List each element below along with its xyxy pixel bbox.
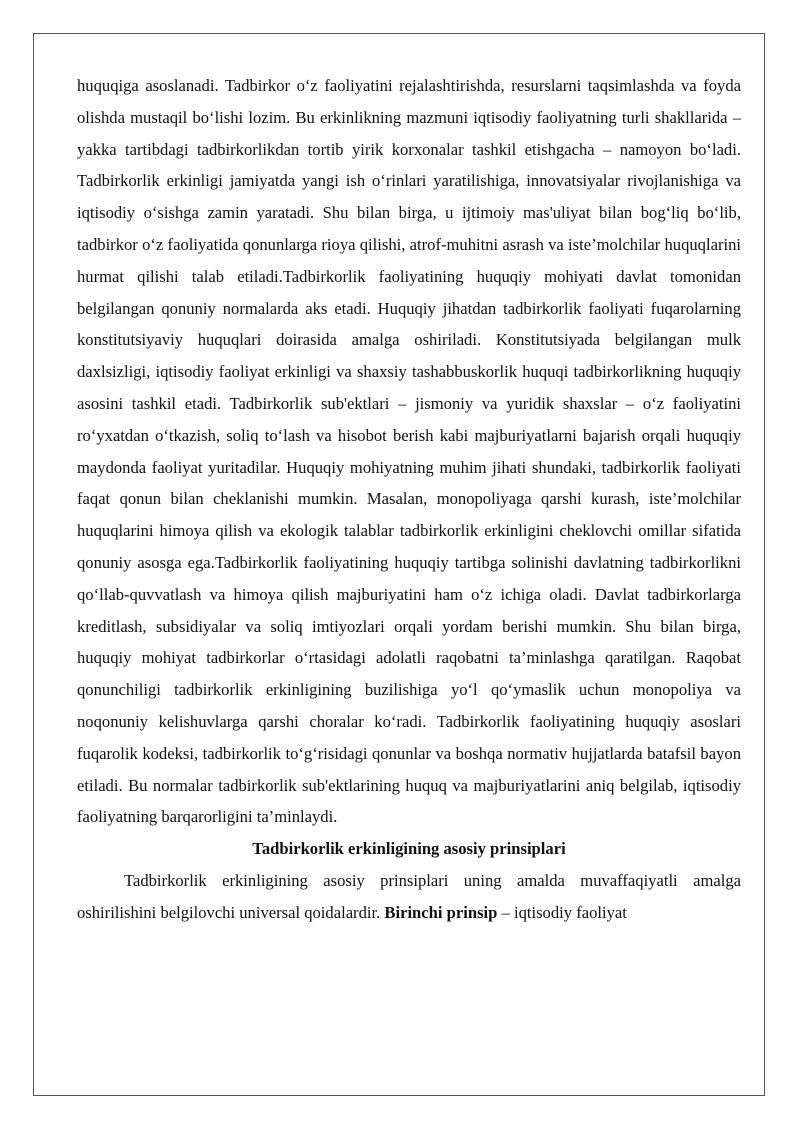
body-paragraph: huquqiga asoslanadi. Tadbirkor o‘z faoliyatini rejalashtirishda, resurslarni taqsimlashda va foyda olishda mustaqil bo‘lishi lozim. Bu erkinlikning mazmuni iqtisodiy faoliyatning turli shakllarida – yakka tartibdagi tadbirkorlikdan tortib yirik korxonalar tashkil etishgacha – namoyon bo‘ladi. Tadbirkorlik erkinligi jamiyatda yangi ish o‘rinlari yaratilishiga, innovatsiyalar rivojlanishiga va iqtisodiy o‘sishga zamin yaratadi. Shu bilan birga, u ijtimoiy mas'uliyat bilan bog‘liq bo‘lib, tadbirkor o‘z faoliyatida qonunlarga rioya qilishi, atrof-muhitni asrash va iste’molchilar huquqlarini hurmat qilishi talab etiladi.Tadbirkorlik faoliyatining huquqiy mohiyati davlat tomonidan belgilangan qonuniy normalarda aks etadi. Huquqiy jihatdan tadbirkorlik faoliyati fuqarolarning konstitutsiyaviy huquqlari doirasida amalga oshiriladi. Konstitutsiyada belgilangan mulk daxlsizligi, iqtisodiy faoliyat erkinligi va shaxsiy tashabbuskorlik huquqi tadbirkorlikning huquqiy asosini tashkil etadi. Tadbirkorlik sub'ektlari – jismoniy va yuridik shaxslar – o‘z faoliyatini ro‘yxatdan o‘tkazish, soliq to‘lash va hisobot berish kabi majburiyatlarni bajarish orqali huquqiy maydonda faoliyat yuritadilar. Huquqiy mohiyatning muhim jihati shundaki, tadbirkorlik faoliyati faqat qonun bilan cheklanishi mumkin. Masalan, monopoliyaga qarshi kurash, iste’molchilar huquqlarini himoya qilish va ekologik talablar tadbirkorlik erkinligini cheklovchi omillar sifatida qonuniy asosga ega.Tadbirkorlik faoliyatining huquqiy tartibga solinishi davlatning tadbirkorlikni qo‘llab-quvvatlash va himoya qilish majburiyatini ham o‘z ichiga oladi. Davlat tadbirkorlarga kreditlash, subsidiyalar va soliq imtiyozlari orqali yordam berishi mumkin. Shu bilan birga, huquqiy mohiyat tadbirkorlar o‘rtasidagi adolatli raqobatni ta’minlashga qaratilgan. Raqobat qonunchiligi tadbirkorlik erkinligining buzilishiga yo‘l qo‘ymaslik uchun monopoliya va noqonuniy kelishuvlarga qarshi choralar ko‘radi. Tadbirkorlik faoliyatining huquqiy asoslari fuqarolik kodeksi, tadbirkorlik to‘g‘risidagi qonunlar va boshqa normativ hujjatlarda batafsil bayon etiladi. Bu normalar tadbirkorlik sub'ektlarining huquq va majburiyatlarini aniq belgilab, iqtisodiy faoliyatning barqarorligini ta’minlaydi. — [77, 76, 741, 827]
body-paragraph-principles — [77, 865, 741, 929]
section-heading: Tadbirkorlik erkinligining asosiy prinsiplari — [252, 839, 566, 859]
bold-term: Birinchi prinsip — [384, 902, 498, 922]
paragraph-text-continued: – iqtisodiy faoliyat — [497, 902, 627, 922]
document-body — [77, 70, 741, 929]
paragraph-text: Tadbirkorlik erkinligining asosiy prinsiplari uning amalda muvaffaqiyatli amalga oshirilishini belgilovchi universal qoidalardir. — [77, 870, 741, 922]
